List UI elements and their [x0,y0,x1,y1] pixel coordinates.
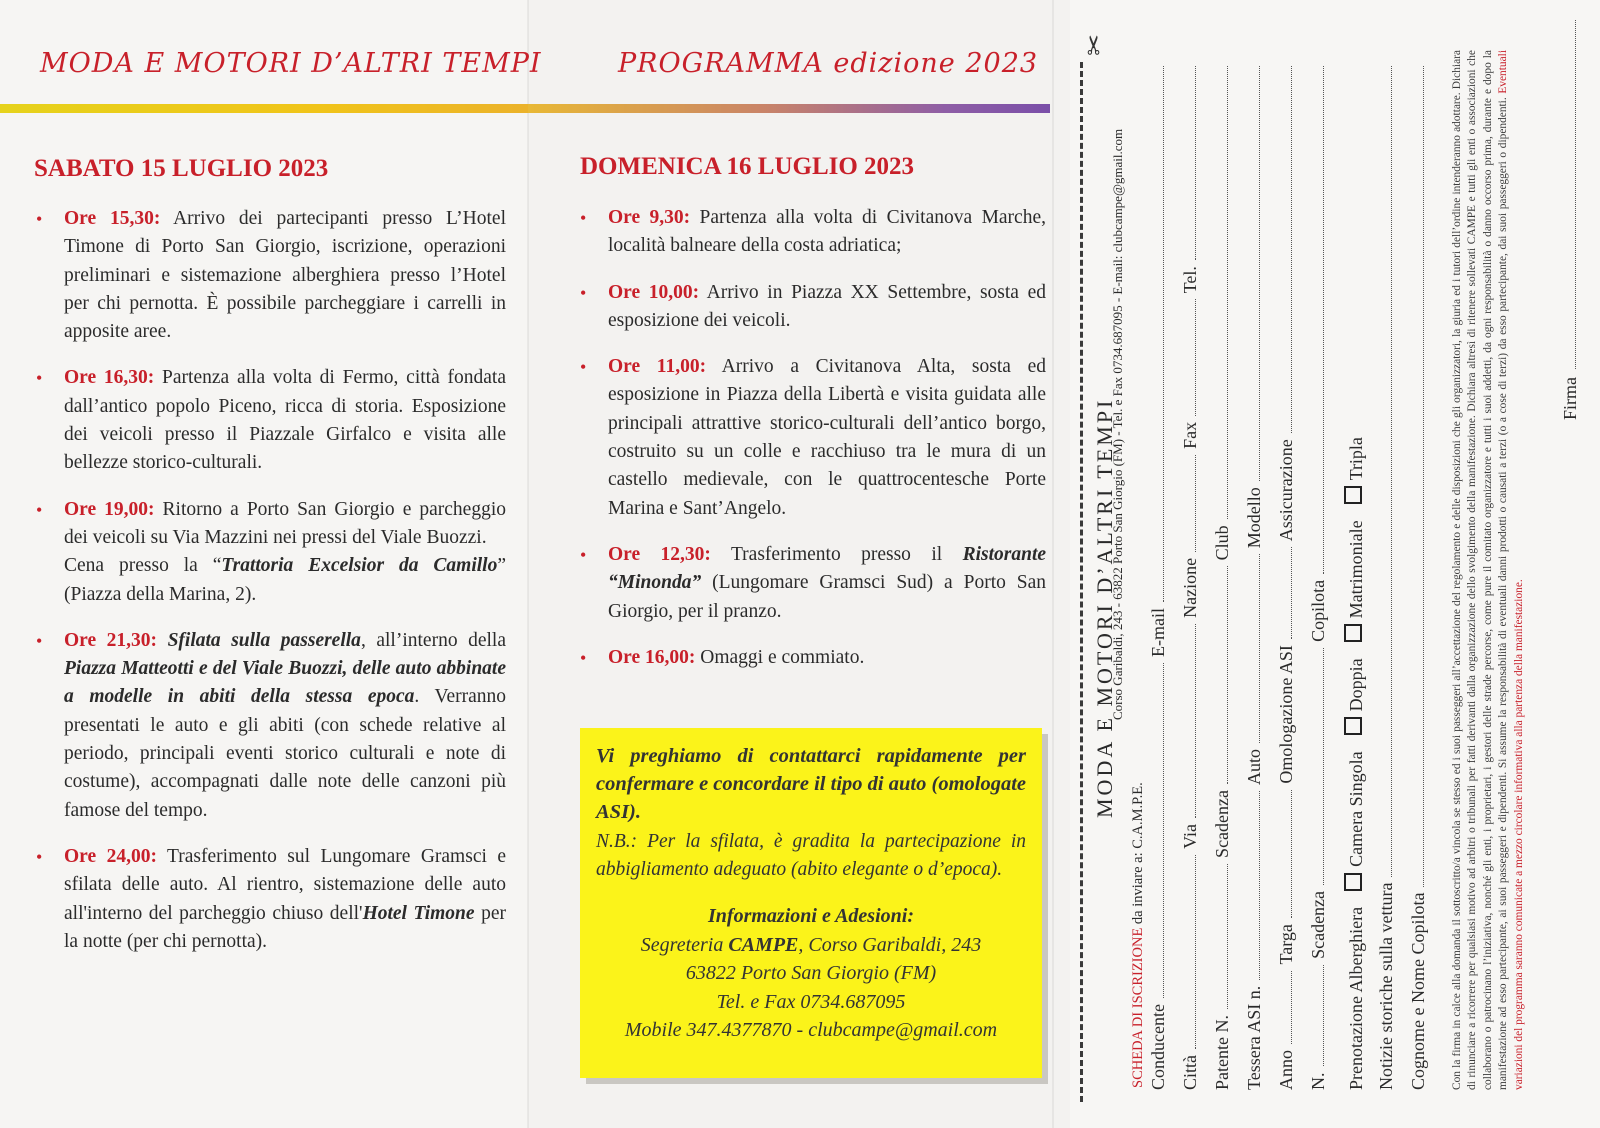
form-row [1308,60,1329,1090]
schedule-item [580,353,1046,523]
schedule-item [36,843,506,956]
schedule-text: Trasferimento presso il [710,543,963,565]
field-label: Auto [1244,749,1264,786]
form-row [1180,60,1201,1090]
schedule-text: Arrivo a Civitanova Alta, sosta ed esposizione in Piazza della Libertà e visita guidata alle principali attrattive storico-culturali dell’antico borgo, costruito su un colle e racchiuso tra le mura di un castello medievale, con le quattrocentesche Porte Marina e Sant’Angelo. [608,356,1046,519]
schedule-item [580,644,1046,672]
modello-field[interactable] [1259,66,1260,481]
signature-label: Firma [1560,377,1580,420]
option-label: Matrimoniale [1346,520,1366,619]
schedule-text: Partenza alla volta di Civitanova Marche, località balneare della costa adriatica; [608,207,1046,257]
copilota-field[interactable] [1323,66,1324,574]
bullet-icon: • [36,499,43,520]
disclaimer-note: Eventuali variazioni del programma saranno comunicate a mezzo circolare informativa alla partenza della manifestazione. [1497,50,1525,1090]
field-label: Assicurazione [1276,439,1296,542]
tel-field[interactable] [1195,66,1196,260]
restaurant-name: Trattoria Excelsior da Camillo [221,555,498,577]
option-label: Camera Singola [1346,751,1366,867]
bullet-icon: • [36,630,43,651]
schedule-time: Ore 15,30: [64,208,161,229]
info-mobile-email: Mobile 347.4377870 - clubcampe@gmail.com [624,1019,998,1041]
org-name: CAMPE [728,933,799,956]
schedule-text: , all’interno della [360,629,506,651]
schedule-item [36,496,506,609]
tessera-field[interactable] [1259,791,1260,980]
field-label: E-mail [1148,608,1168,657]
form-row [1344,60,1367,1090]
schedule-time: Ore 16,00: [608,646,696,668]
anno-field[interactable] [1291,971,1292,1044]
schedule-text: Omaggi e commiato. [695,646,865,668]
schedule-text: per la notte (per chi pernotta). [64,902,506,952]
form-row [1148,60,1169,1090]
scadenza2-field[interactable] [1323,648,1324,885]
field-label: Copilota [1308,579,1328,642]
cognome-copilota-field[interactable] [1423,66,1424,887]
signature-field[interactable] [1575,20,1576,369]
field-label: Notizie storiche sulla vettura [1376,882,1396,1090]
restaurant-name: Ristorante “Minonda” [608,543,1047,594]
event-title: MODA E MOTORI D’ALTRI TEMPI [40,48,542,79]
schedule-text: Arrivo in Piazza XX Settembre, sosta ed esposizione dei veicoli. [608,281,1046,331]
field-label: Via [1180,823,1200,849]
omologazione-field[interactable] [1291,547,1292,639]
form-row [1376,60,1397,1090]
schedule-item [36,627,506,825]
schedule-highlight: Piazza Matteotti e del Viale Buozzi, delle auto abbinate a modelle in abiti della stessa epoca [64,658,506,708]
schedule-text: Cena presso la “ [64,555,222,577]
banner-stripe [0,104,528,113]
disclaimer-text: Con la firma in calce alla domanda il sottoscritto/a vincola se stesso ed i suoi passeggeri all’accettazione del regolamento e delle disposizioni che gli organizzatori, la giuria ed i tutori dell’ordine intenderanno adottare. Dichiara di rinunciare a ricorrere per qualsiasi motivo ad arbitri o tribunali per fatti derivanti dalla organizzazione dello svolgimento della manifestazione. Dichiara altresì di ritenere sollevati CAMPE e tutti gli enti o associazioni che collaborano o patrocinano l’iniziativa, nonché gli enti, i proprietari, i gestori delle strade percorse, come pure il comitato organizzatore e tutti i suoi addetti, da ogni responsabilità o danno occorso prima, durante e dopo la manifestazione ad esso partecipante, ai suoi passeggeri e dipendenti. Si assume la responsabilità di eventuali danni prodotti o causati a terzi (o a cose di terzi) da esso partecipante, dai suoi passeggeri o dipendenti. [1451,50,1510,1090]
info-title: Informazioni e Adesioni: [708,905,914,927]
field-label: Cognome e Nome Copilota [1408,892,1428,1090]
schedule-text: (Lungomare Gramsci Sud) a Porto San Giorgio, per il pranzo. [608,572,1046,622]
form-header [1130,782,1147,1088]
contact-info-box [580,728,1042,1078]
info-city: 63822 Porto San Giorgio (FM) [685,962,937,984]
field-label: Conducente [1148,1004,1168,1090]
info-address [596,931,1026,960]
schedule-text: Ritorno a Porto San Giorgio e parcheggio dei veicoli su Via Mazzini nei pressi del Viale Buozzi. [64,498,506,548]
field-label: Città [1180,1055,1200,1090]
bullet-icon: • [580,282,587,303]
schedule-item [580,204,1046,261]
assicurazione-field[interactable] [1291,66,1292,433]
field-label: Modello [1244,487,1264,549]
disclaimer [1450,50,1527,1090]
form-row [1212,60,1233,1090]
program-title: PROGRAMMA edizione 2023 [618,48,1039,79]
field-label: Tel. [1180,266,1200,294]
form-row [1408,60,1429,1090]
schedule-time: Ore 24,00: [64,845,157,867]
citta-field[interactable] [1195,855,1196,1049]
info-text: Segreteria [640,933,729,956]
bullet-icon: • [580,357,587,378]
schedule-time: Ore 11,00: [608,356,707,378]
fold-line [1052,0,1054,1128]
field-label: Tessera ASI n. [1244,985,1264,1090]
tripla-checkbox[interactable] [1344,486,1362,504]
schedule-text: ” (Piazza della Marina, 2). [64,555,506,605]
schedule-text: Partenza alla volta di Fermo, città fondata dall’antico popolo Piceno, ricca di storia. Esposizione dei veicoli presso il Piazzale Girfalco e visita alle bellezze storico-culturali. [64,367,506,474]
banner-stripe [528,104,1050,113]
signature-row [1560,20,1581,420]
schedule-item [580,279,1046,336]
bullet-icon: • [36,846,43,867]
form-header-label: SCHEDA DI ISCRIZIONE [1130,927,1146,1088]
schedule-item [36,364,506,477]
form-title: MODA E MOTORI D’ALTRI TEMPI [1092,397,1117,818]
auto-field[interactable] [1259,554,1260,743]
sunday-schedule [580,204,1046,690]
n-field[interactable] [1323,965,1324,1067]
schedule-time: Ore 10,00: [608,281,700,303]
bullet-icon: • [36,209,43,229]
nazione-field[interactable] [1195,455,1196,552]
bullet-icon: • [580,544,587,565]
form-header-org: C.A.M.P.E. [1130,782,1146,849]
bullet-icon: • [580,647,587,668]
matrimoniale-checkbox[interactable] [1344,624,1362,642]
hotel-name: Hotel Timone [362,902,475,924]
bullet-icon: • [580,208,587,228]
club-field[interactable] [1227,66,1228,519]
conducente-field[interactable] [1163,663,1164,998]
field-label: Club [1212,525,1232,561]
scissors-icon: ✂ [1079,34,1109,56]
info-block [596,902,1026,1045]
option-label: Doppia [1346,658,1366,712]
schedule-time: Ore 19,00: [64,498,155,520]
bullet-icon: • [36,368,43,389]
schedule-highlight: Sfilata sulla passerella [167,629,361,651]
targa-field[interactable] [1291,790,1292,919]
schedule-item [580,541,1046,626]
field-label: Patente N. [1212,1015,1232,1090]
email-field[interactable] [1163,66,1164,602]
schedule-text: Arrivo dei partecipanti presso L’Hotel Timone di Porto San Giorgio, iscrizione, operazioni preliminari e sistemazione alberghiera presso l’Hotel per chi pernotta. È possibile parcheggiare i carrelli in apposite aree. [64,208,506,343]
form-contact: Corso Garibaldi, 243 - 63822 Porto San Giorgio (FM) - Tel. e Fax 0734.687095 - E-mail: clubcampe@gmail.com [1110,128,1125,720]
schedule-time: Ore 9,30: [608,207,691,228]
option-label: Tripla [1346,437,1366,481]
schedule-text: Trasferimento sul Lungomare Gramsci e sfilata delle auto. Al rientro, sistemazione delle auto all'interno del parcheggio chiuso dell' [64,845,506,924]
saturday-schedule [36,205,506,974]
field-label: Scadenza [1212,789,1232,858]
field-label: N. [1308,1072,1328,1090]
field-label: Omologazione ASI [1276,645,1296,784]
cut-line [1080,62,1083,1102]
camera-singola-checkbox[interactable] [1344,873,1362,891]
field-label: Anno [1276,1050,1296,1090]
form-row [1244,60,1265,1090]
field-label: Scadenza [1308,890,1328,959]
schedule-text: . Verranno presentati le auto e gli abiti (con schede relative al periodo, principali eventi storico culturali e note di costume), accompagnati dalle note delle canzoni più famose del tempo. [64,686,506,821]
doppia-checkbox[interactable] [1344,717,1362,735]
field-label: Fax [1180,421,1200,449]
saturday-heading: SABATO 15 LUGLIO 2023 [34,155,329,182]
dress-code-note: N.B.: Per la sfilata, è gradita la partecipazione in abbigliamento adeguato (abito elegante o d’epoca). [596,831,1026,880]
schedule-time: Ore 21,30: [64,629,158,651]
form-row [1276,60,1297,1090]
fax-field[interactable] [1195,299,1196,415]
scadenza-field[interactable] [1227,566,1228,784]
form-header-text: da inviare a: [1130,848,1146,928]
sunday-heading: DOMENICA 16 LUGLIO 2023 [580,153,915,180]
schedule-time: Ore 12,30: [608,543,711,565]
notizie-field[interactable] [1391,66,1392,877]
via-field[interactable] [1195,624,1196,818]
patente-field[interactable] [1227,864,1228,1009]
field-label: Targa [1276,924,1296,965]
field-label: Nazione [1180,557,1200,618]
fold-line [527,0,529,1128]
schedule-time: Ore 16,30: [64,367,155,389]
info-text: , Corso Garibaldi, 243 [798,933,982,956]
info-phone: Tel. e Fax 0734.687095 [716,990,906,1013]
schedule-item [36,205,506,346]
field-label: Prenotazione Alberghiera [1346,906,1366,1090]
confirmation-request: Vi preghiamo di contattarci rapidamente per confermare e concordare il tipo di auto (omologate ASI). [596,745,1026,823]
